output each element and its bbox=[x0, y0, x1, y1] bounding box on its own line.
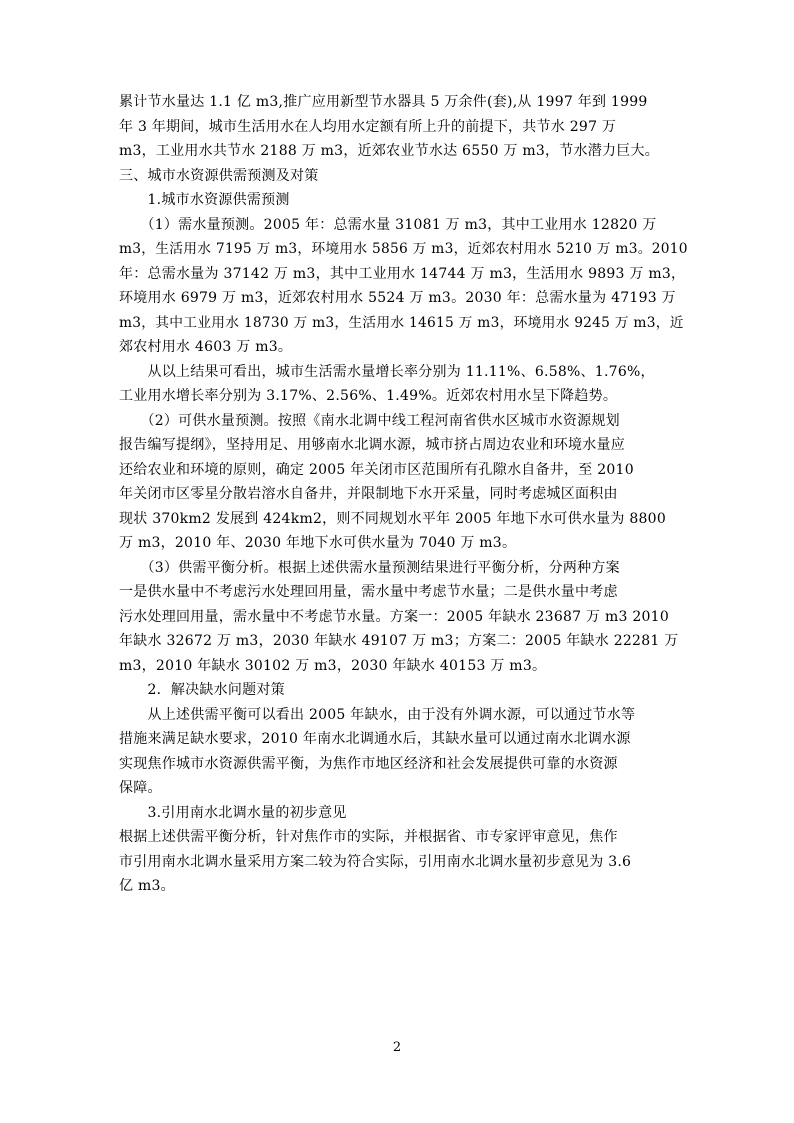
text-line: 从上述供需平衡可以看出 2005 年缺水，由于没有外调水源，可以通过节水等 bbox=[119, 706, 636, 723]
text-line: 还给农业和环境的原则，确定 2005 年关闭市区范围所有孔隙水自备井，至 2010 bbox=[119, 461, 634, 478]
text-line: m3，生活用水 7195 万 m3，环境用水 5856 万 m3，近郊农村用水 5210 万 m3。2010 bbox=[119, 241, 688, 257]
text-line: （3）供需平衡分析。根据上述供需水量预测结果进行平衡分析，分两种方案 bbox=[119, 559, 620, 576]
text-line: 郊农村用水 4603 万 m3。 bbox=[119, 339, 293, 355]
text-line: 年缺水 32672 万 m3，2030 年缺水 49107 万 m3；方案二：2005 年缺水 22281 万 bbox=[119, 633, 679, 649]
text-line: 措施来满足缺水要求，2010 年南水北调通水后，其缺水量可以通过南水北调水源 bbox=[119, 731, 631, 747]
text-line: 年关闭市区零星分散岩溶水自备井，并限制地下水开采量，同时考虑城区面积由 bbox=[119, 486, 618, 502]
text-line: 现状 370km2 发展到 424km2，则不同规划水平年 2005 年地下水可供水量为 8800 bbox=[119, 510, 666, 527]
text-line: m3，工业用水共节水 2188 万 m3，近郊农业节水达 6550 万 m3，节水潜力巨大。 bbox=[119, 143, 660, 159]
subsection-heading: 3.引用南水北调水量的初步意见 bbox=[119, 804, 347, 821]
text-line: 保障。 bbox=[119, 780, 162, 796]
text-line: 污水处理回用量，需水量中不考虑节水量。方案一：2005 年缺水 23687 万 m3 2010 bbox=[119, 608, 669, 625]
subsection-heading: 2．解决缺水问题对策 bbox=[119, 682, 285, 698]
text-line: 环境用水 6979 万 m3，近郊农村用水 5524 万 m3。2030 年：总需水量为 47193 万 bbox=[119, 290, 676, 306]
page-number: 2 bbox=[392, 1040, 402, 1055]
subsection-heading: 1.城市水资源供需预测 bbox=[119, 192, 290, 208]
text-line: 根据上述供需平衡分析，针对焦作市的实际，并根据省、市专家评审意见，焦作 bbox=[119, 829, 618, 845]
text-line: 工业用水增长率分别为 3.17%、2.56%、1.49%。近郊农村用水呈下降趋势。 bbox=[119, 388, 618, 404]
text-line: 万 m3，2010 年、2030 年地下水可供水量为 7040 万 m3。 bbox=[119, 535, 517, 551]
section-heading: 三、城市水资源供需预测及对策 bbox=[119, 167, 319, 184]
text-line: 亿 m3。 bbox=[119, 878, 175, 894]
text-line: 市引用南水北调水量采用方案二较为符合实际，引用南水北调水量初步意见为 3.6 bbox=[119, 853, 632, 870]
body-text bbox=[119, 90, 689, 899]
text-line: （1）需水量预测。2005 年：总需水量 31081 万 m3，其中工业用水 12820 万 bbox=[119, 216, 657, 233]
text-line: 报告编写提纲》，坚持用足、用够南水北调水源，城市挤占周边农业和环境水量应 bbox=[119, 437, 625, 453]
text-line: 从以上结果可看出，城市生活需水量增长率分别为 11.11%、6.58%、1.76%， bbox=[119, 363, 655, 380]
text-line: 年：总需水量为 37142 万 m3，其中工业用水 14744 万 m3，生活用水 9893 万 m3， bbox=[119, 265, 686, 282]
text-line: （2）可供水量预测。按照《南水北调中线工程河南省供水区城市水资源规划 bbox=[119, 412, 620, 429]
text-line: m3，2010 年缺水 30102 万 m3，2030 年缺水 40153 万 m3。 bbox=[119, 657, 547, 674]
text-line: m3，其中工业用水 18730 万 m3，生活用水 14615 万 m3，环境用水 9245 万 m3，近 bbox=[119, 314, 684, 331]
text-line: 累计节水量达 1.1 亿 m3,推广应用新型节水器具 5 万余件(套),从 1997 年到 1999 bbox=[119, 94, 648, 110]
text-line: 一是供水量中不考虑污水处理回用量，需水量中考虑节水量；二是供水量中考虑 bbox=[119, 584, 618, 600]
text-line: 年 3 年期间，城市生活用水在人均用水定额有所上升的前提下，共节水 297 万 bbox=[119, 118, 617, 135]
text-line: 实现焦作城市水资源供需平衡，为焦作市地区经济和社会发展提供可靠的水资源 bbox=[119, 755, 618, 772]
